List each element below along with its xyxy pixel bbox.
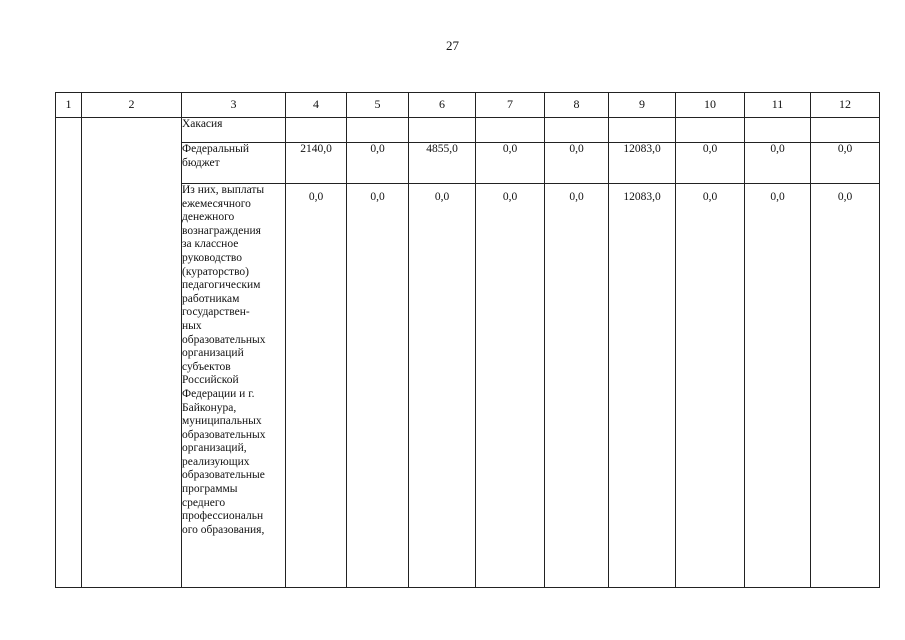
- row-label: Хакасия: [182, 118, 286, 143]
- value-cell: 0,0: [347, 143, 409, 184]
- page-number: 27: [446, 38, 459, 53]
- value-cell: [811, 118, 880, 143]
- value-cell: [286, 118, 347, 143]
- column-header: 3: [182, 93, 286, 118]
- value-cell: [745, 118, 811, 143]
- column-header: 10: [676, 93, 745, 118]
- column-header: 9: [609, 93, 676, 118]
- value-cell: 12083,0: [609, 184, 676, 588]
- column-header: 11: [745, 93, 811, 118]
- value-cell: 0,0: [545, 184, 609, 588]
- column-header: 1: [56, 93, 82, 118]
- column-header: 2: [82, 93, 182, 118]
- value-cell: 0,0: [676, 143, 745, 184]
- column-header: 5: [347, 93, 409, 118]
- value-cell: 12083,0: [609, 143, 676, 184]
- value-cell: 0,0: [545, 143, 609, 184]
- value-cell: 0,0: [745, 143, 811, 184]
- value-cell: 0,0: [811, 143, 880, 184]
- col1-cell: [56, 118, 82, 588]
- value-cell: 0,0: [347, 184, 409, 588]
- table-header-row: [56, 93, 880, 118]
- column-header: 7: [476, 93, 545, 118]
- value-cell: 0,0: [476, 184, 545, 588]
- value-cell: [409, 118, 476, 143]
- column-header: 6: [409, 93, 476, 118]
- value-cell: 0,0: [409, 184, 476, 588]
- budget-table: [55, 92, 880, 588]
- value-cell: [347, 118, 409, 143]
- value-cell: [545, 118, 609, 143]
- value-cell: [476, 118, 545, 143]
- value-cell: 0,0: [676, 184, 745, 588]
- column-header: 12: [811, 93, 880, 118]
- value-cell: 4855,0: [409, 143, 476, 184]
- value-cell: [676, 118, 745, 143]
- table-row: [56, 118, 880, 143]
- row-label: Федеральный бюджет: [182, 143, 286, 184]
- value-cell: 0,0: [745, 184, 811, 588]
- value-cell: 0,0: [476, 143, 545, 184]
- row-label: Из них, выплаты ежемесячного денежного вознаграждения за классное руководство (кураторство) педагогическим работникам государствен- ных образовательных организаций субъектов Российской Федерации и г. Байконура, муниципальных образовательных организаций, реализующих образовательные программы среднего профессиональн ого образования,: [182, 184, 286, 588]
- column-header: 8: [545, 93, 609, 118]
- col2-cell: [82, 118, 182, 588]
- value-cell: 0,0: [811, 184, 880, 588]
- value-cell: 0,0: [286, 184, 347, 588]
- column-header: 4: [286, 93, 347, 118]
- value-cell: [609, 118, 676, 143]
- value-cell: 2140,0: [286, 143, 347, 184]
